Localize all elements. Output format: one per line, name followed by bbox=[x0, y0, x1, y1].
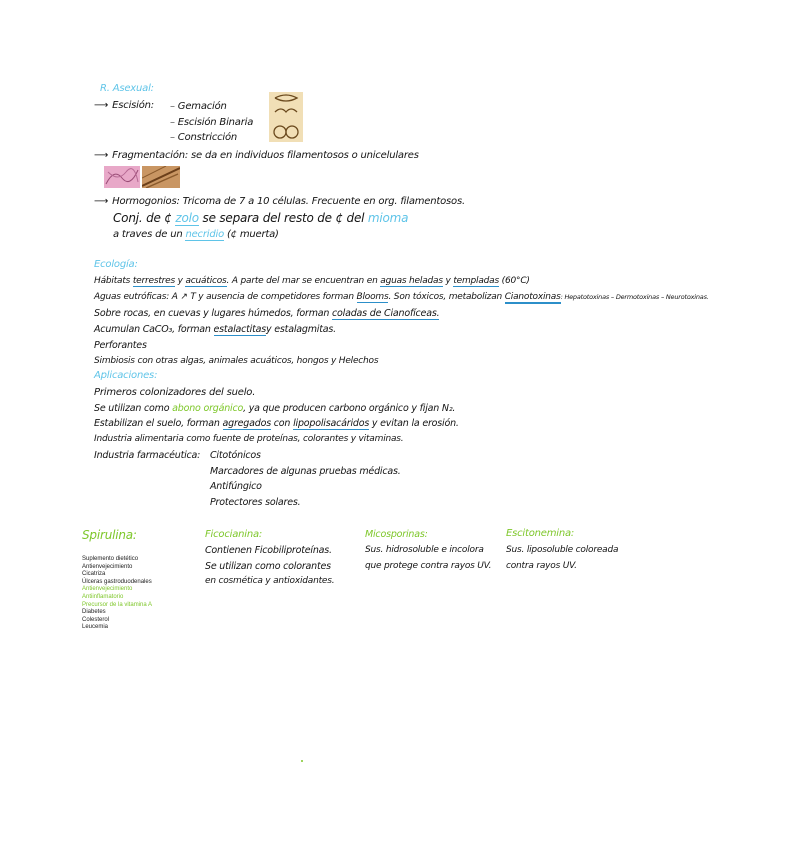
ecologia-line-4: Acumulan CaCO₃, forman estalactitasy estalagmitas. bbox=[94, 324, 336, 335]
filament-brown-image bbox=[142, 166, 180, 188]
farmaceutica-item-1: Citotónicos bbox=[210, 450, 261, 461]
ecologia-line-6: Simbiosis con otras algas, animales acuáticos, hongos y Helechos bbox=[94, 356, 379, 366]
list-item: Antiinflamatorio bbox=[82, 593, 124, 600]
escitonemina-line-1: Sus. liposoluble coloreada bbox=[506, 545, 619, 555]
list-item: Leucemia bbox=[82, 624, 109, 631]
list-item: Suplemento dietético bbox=[82, 556, 139, 562]
farmaceutica-item-2: Marcadores de algunas pruebas médicas. bbox=[210, 466, 401, 477]
aplicaciones-line-4: Industria alimentaria como fuente de proteínas, colorantes y vitaminas. bbox=[94, 434, 404, 444]
conj-line: Conj. de ¢ zolo se separa del resto de ¢ del mioma bbox=[113, 211, 409, 225]
necridio-term: necridio bbox=[185, 229, 224, 240]
ecologia-line-3: Sobre rocas, en cuevas y lugares húmedos, forman coladas de Cianofíceas. bbox=[94, 308, 440, 319]
fragmentacion-line: ⟶ Fragmentación: se da en individuos filamentosos o unicelulares bbox=[94, 150, 419, 161]
aplicaciones-line-3: Estabilizan el suelo, forman agregados con lipopolisacáridos y evitan la erosión. bbox=[94, 418, 459, 429]
escision-label: Escisión: bbox=[112, 100, 154, 111]
list-item: Diabetes bbox=[82, 609, 106, 616]
micosporinas-line-2: que protege contra rayos UV. bbox=[365, 561, 492, 571]
escision-item-constriccion: – Constricción bbox=[170, 132, 238, 143]
aplicaciones-line-5: Industria farmacéutica: bbox=[94, 450, 201, 461]
arrow-right-icon: ⟶ bbox=[94, 196, 109, 207]
micosporinas-line-1: Sus. hidrosoluble e incolora bbox=[365, 545, 484, 555]
ficocianina-title: Ficocianina: bbox=[205, 529, 263, 540]
ficocianina-line-2: Se utilizan como colorantes bbox=[205, 561, 331, 572]
ecologia-line-5: Perforantes bbox=[94, 340, 147, 351]
farmaceutica-item-3: Antifúngico bbox=[210, 481, 262, 492]
ficocianina-line-1: Contienen Ficobiliproteínas. bbox=[205, 545, 332, 556]
section-title-asexual: R. Asexual: bbox=[100, 83, 154, 94]
list-item: Antienvejecimiento bbox=[82, 563, 133, 570]
hormogonios-line: ⟶ Hormogonios: Tricoma de 7 a 10 células. Frecuente en org. filamentosos. bbox=[94, 196, 465, 207]
escitonemina-title: Escitonemina: bbox=[506, 528, 575, 539]
ficocianina-line-3: en cosmética y antioxidantes. bbox=[205, 576, 335, 586]
ecologia-line-1: Hábitats terrestres y acuáticos. A parte del mar se encuentran en aguas heladas y templadas (60°C) bbox=[94, 276, 530, 286]
zolo-term: zolo bbox=[175, 211, 199, 225]
arrow-right-icon: ⟶ bbox=[94, 150, 109, 161]
ecologia-line-2: Aguas eutróficas: A ↗ T y ausencia de competidores forman Blooms. Son tóxicos, metabolizan Cianotoxinas: Hepatotoxinas – Dermotoxinas – Neurotoxinas. bbox=[94, 292, 709, 302]
aplicaciones-line-1: Primeros colonizadores del suelo. bbox=[94, 387, 256, 398]
list-item: Antienvejecimiento bbox=[82, 586, 133, 593]
cell-division-image bbox=[269, 92, 303, 142]
escitonemina-line-2: contra rayos UV. bbox=[506, 561, 577, 571]
list-item: Úlceras gastroduodenales bbox=[82, 578, 152, 585]
spirulina-title: Spirulina: bbox=[82, 528, 137, 542]
aplicaciones-line-2: Se utilizan como abono orgánico, ya que producen carbono orgánico y fijan N₂. bbox=[94, 403, 456, 414]
list-item: Colesterol bbox=[82, 616, 110, 623]
stray-dot bbox=[301, 760, 303, 762]
mioma-term: mioma bbox=[367, 211, 409, 225]
micosporinas-title: Micosporinas: bbox=[365, 529, 428, 540]
traves-line: a traves de un necridio (¢ muerta) bbox=[113, 229, 279, 240]
filament-pink-image bbox=[104, 166, 140, 188]
section-title-aplicaciones: Aplicaciones: bbox=[94, 370, 158, 381]
escision-row bbox=[94, 100, 154, 111]
section-title-ecologia: Ecología: bbox=[94, 259, 138, 270]
list-item: Precursor de la vitamina A bbox=[82, 601, 153, 608]
spirulina-list bbox=[82, 556, 152, 632]
arrow-right-icon: ⟶ bbox=[94, 100, 109, 111]
abono-organico-term: abono orgánico bbox=[172, 403, 244, 414]
escision-item-binaria: – Escisión Binaria bbox=[170, 117, 254, 128]
list-item: Cicatriza bbox=[82, 571, 106, 578]
farmaceutica-item-4: Protectores solares. bbox=[210, 497, 301, 508]
escision-item-gemacion: – Gemación bbox=[170, 101, 227, 112]
